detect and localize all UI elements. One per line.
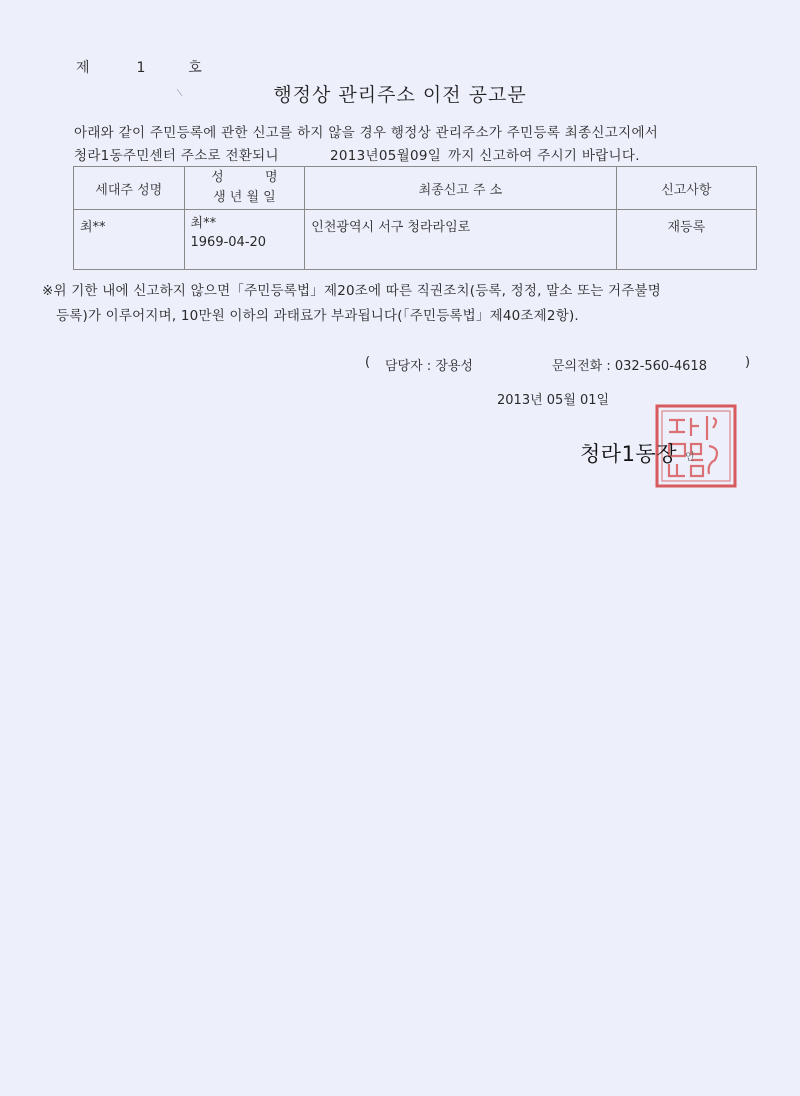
- header-householder: 세대주 성명: [74, 167, 185, 210]
- intro-line-2-suffix: 까지 신고하여 주시기 바랍니다.: [448, 148, 640, 164]
- header-report: 신고사항: [616, 167, 756, 210]
- doc-number-prefix: 제: [76, 60, 90, 76]
- cell-birth: 1969-04-20: [190, 235, 267, 250]
- header-birth: 생 년 월 일: [213, 190, 276, 205]
- intro-line-2-prefix: 청라1동주민센터 주소로 전환되니: [74, 148, 279, 164]
- intro-line-1: 아래와 같이 주민등록에 관한 신고를 하지 않을 경우 행정상 관리주소가 주민등록 최종신고지에서: [74, 125, 659, 141]
- table-row: [74, 210, 757, 270]
- issue-date: 2013년 05월 01일: [497, 393, 610, 408]
- cell-name: 최**: [190, 216, 217, 231]
- target-table: [73, 166, 757, 270]
- notice-line-2: 등록)가 이루어지며, 10만원 이하의 과태료가 부과됩니다(「주민등록법」제40조제2항).: [56, 308, 579, 324]
- deadline-date: 2013년05월09일: [330, 148, 442, 164]
- intro-line-2: [74, 144, 694, 162]
- contact-close-paren: ): [745, 355, 751, 370]
- cell-householder: 최**: [74, 210, 185, 270]
- cell-address: 인천광역시 서구 청라라임로: [305, 210, 616, 270]
- contact-phone: 문의전화 : 032-560-4618: [552, 359, 707, 374]
- page-title: 행정상 관리주소 이전 공고문: [273, 84, 527, 106]
- contact-open-paren: (: [365, 355, 371, 370]
- doc-number-suffix: 호: [188, 60, 202, 76]
- seal-mark: 인: [685, 452, 695, 463]
- document-number: [76, 57, 202, 77]
- table-header-row: [74, 167, 757, 210]
- cell-name-birth: [184, 210, 305, 270]
- doc-number-value: 1: [136, 60, 146, 76]
- notice-line-1: ※위 기한 내에 신고하지 않으면「주민등록법」제20조에 따른 직권조치(등록, 정정, 말소 또는 거주불명: [42, 283, 662, 299]
- contact-manager: 담당자 : 장용성: [385, 359, 473, 374]
- header-name-birth: [184, 167, 305, 210]
- header-name: 성 명: [211, 170, 278, 185]
- signature-title: 청라1동장: [580, 442, 678, 466]
- cell-report: 재등록: [616, 210, 756, 270]
- header-address: 최종신고 주 소: [305, 167, 616, 210]
